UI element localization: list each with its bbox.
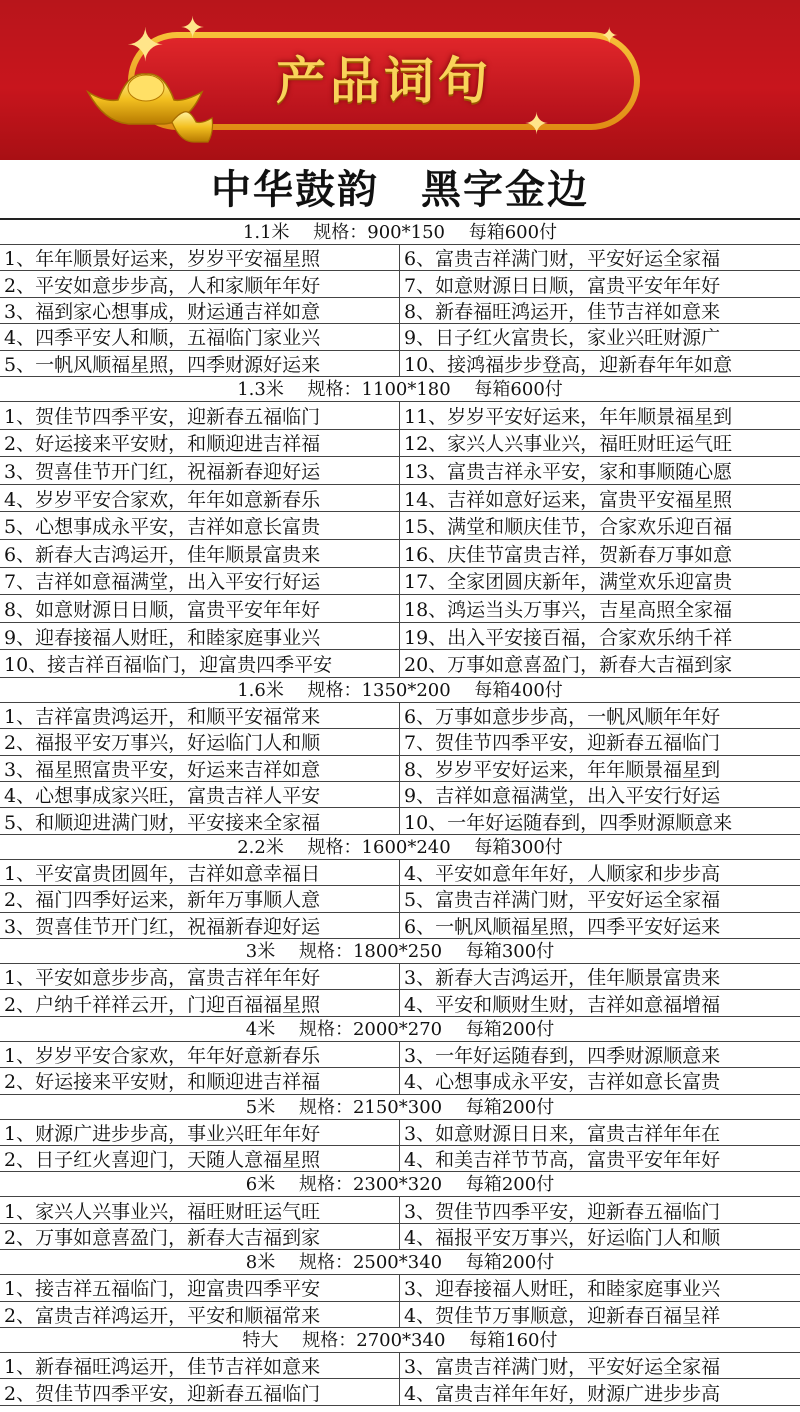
phrase-cell: 8、新春福旺鸿运开，佳节吉祥如意来 bbox=[404, 300, 721, 323]
phrase-cell: 1、平安如意步步高，富贵吉祥年年好 bbox=[0, 964, 400, 989]
table-row bbox=[0, 1302, 800, 1328]
phrase-cell: 14、吉祥如意好运来，富贵平安福星照 bbox=[404, 488, 733, 511]
phrase-cell: 10、一年好运随春到，四季财源顺意来 bbox=[404, 811, 733, 834]
phrase-cell: 6、富贵吉祥满门财，平安好运全家福 bbox=[404, 248, 721, 271]
phrase-cell: 4、福报平安万事兴，好运临门人和顺 bbox=[404, 1226, 721, 1249]
phrase-cell: 8、岁岁平安好运来，年年顺景福星到 bbox=[404, 758, 721, 781]
phrase-cell: 3、福星照富贵平安，好运来吉祥如意 bbox=[0, 756, 400, 781]
table-row bbox=[0, 808, 800, 834]
table-row bbox=[0, 457, 800, 485]
phrase-cell: 2、福门四季好运来，新年万事顺人意 bbox=[0, 886, 400, 911]
sparkle-star-icon: ✦ bbox=[126, 18, 165, 72]
table-row bbox=[0, 964, 800, 990]
phrase-cell: 1、平安富贵团圆年，吉祥如意幸福日 bbox=[0, 860, 400, 885]
table-row bbox=[0, 1224, 800, 1250]
phrase-cell: 3、贺喜佳节开门红，祝福新春迎好运 bbox=[0, 913, 400, 938]
table-row bbox=[0, 485, 800, 513]
phrase-cell: 1、年年顺景好运来，岁岁平安福星照 bbox=[0, 245, 400, 270]
table-row bbox=[0, 298, 800, 324]
phrase-cell: 5、心想事成永平安，吉祥如意长富贵 bbox=[0, 512, 400, 539]
spec-header: 5米 规格：2150*300 每箱200付 bbox=[0, 1095, 800, 1120]
phrase-cell: 4、平安如意年年好，人顺家和步步高 bbox=[404, 863, 721, 886]
spec-header: 特大 规格：2700*340 每箱160付 bbox=[0, 1328, 800, 1353]
phrase-cell: 1、吉祥富贵鸿运开，和顺平安福常来 bbox=[0, 703, 400, 728]
spec-header: 1.1米 规格：900*150 每箱600付 bbox=[0, 220, 800, 245]
phrase-cell: 4、心想事成家兴旺，富贵吉祥人平安 bbox=[0, 782, 400, 807]
phrase-cell: 7、如意财源日日顺，富贵平安年年好 bbox=[404, 274, 721, 297]
phrase-cell: 4、四季平安人和顺，五福临门家业兴 bbox=[0, 324, 400, 349]
phrase-cell: 5、一帆风顺福星照，四季财源好运来 bbox=[0, 351, 400, 376]
phrase-cell: 2、平安如意步步高，人和家顺年年好 bbox=[0, 271, 400, 296]
phrase-cell: 2、万事如意喜盈门，新春大吉福到家 bbox=[0, 1224, 400, 1249]
phrase-cell: 6、新春大吉鸿运开，佳年顺景富贵来 bbox=[0, 540, 400, 567]
phrase-cell: 2、日子红火喜迎门，天随人意福星照 bbox=[0, 1146, 400, 1171]
phrase-cell: 3、富贵吉祥满门财，平安好运全家福 bbox=[404, 1356, 721, 1379]
spec-section bbox=[0, 835, 800, 939]
phrase-cell: 3、迎春接福人财旺，和睦家庭事业兴 bbox=[404, 1278, 721, 1301]
spec-section bbox=[0, 1328, 800, 1406]
spec-header: 2.2米 规格：1600*240 每箱300付 bbox=[0, 835, 800, 860]
phrase-cell: 15、满堂和顺庆佳节，合家欢乐迎百福 bbox=[404, 516, 733, 539]
table-row bbox=[0, 1275, 800, 1301]
spec-header: 8米 规格：2500*340 每箱200付 bbox=[0, 1250, 800, 1275]
spec-section bbox=[0, 1095, 800, 1173]
table-row bbox=[0, 1120, 800, 1146]
sparkle-star-icon: ✦ bbox=[600, 24, 619, 49]
spec-section bbox=[0, 1250, 800, 1328]
table-row bbox=[0, 430, 800, 458]
table-row bbox=[0, 703, 800, 729]
phrase-cell: 19、出入平安接百福，合家欢乐纳千祥 bbox=[404, 626, 733, 649]
header-banner bbox=[0, 0, 800, 160]
spec-header: 1.3米 规格：1100*180 每箱600付 bbox=[0, 377, 800, 402]
phrase-cell: 3、新春大吉鸿运开，佳年顺景富贵来 bbox=[404, 967, 721, 990]
table-row bbox=[0, 1146, 800, 1172]
table-row bbox=[0, 860, 800, 886]
table-row bbox=[0, 1197, 800, 1223]
table-row bbox=[0, 1353, 800, 1379]
banner-title: 产品词句 bbox=[276, 51, 492, 110]
phrase-cell: 3、福到家心想事成，财运通吉祥如意 bbox=[0, 298, 400, 323]
spec-section bbox=[0, 377, 800, 678]
spec-section bbox=[0, 1172, 800, 1250]
phrase-cell: 5、和顺迎进满门财，平安接来全家福 bbox=[0, 808, 400, 833]
table-row bbox=[0, 351, 800, 377]
phrase-cell: 9、迎春接福人财旺，和睦家庭事业兴 bbox=[0, 623, 400, 650]
phrase-cell: 2、好运接来平安财，和顺迎进吉祥福 bbox=[0, 1068, 400, 1093]
phrase-cell: 9、日子红火富贵长，家业兴旺财源广 bbox=[404, 327, 721, 350]
spec-header: 4米 规格：2000*270 每箱200付 bbox=[0, 1017, 800, 1042]
phrase-cell: 2、福报平安万事兴，好运临门人和顺 bbox=[0, 729, 400, 754]
phrase-cell: 3、贺佳节四季平安，迎新春五福临门 bbox=[404, 1200, 721, 1223]
phrase-cell: 1、岁岁平安合家欢，年年好意新春乐 bbox=[0, 1042, 400, 1067]
phrase-cell: 18、鸿运当头万事兴，吉星高照全家福 bbox=[404, 598, 733, 621]
phrase-cell: 16、庆佳节富贵吉祥，贺新春万事如意 bbox=[404, 543, 733, 566]
spec-header: 1.6米 规格：1350*200 每箱400付 bbox=[0, 678, 800, 703]
phrase-cell: 17、全家团圆庆新年，满堂欢乐迎富贵 bbox=[404, 571, 733, 594]
phrase-cell: 4、岁岁平安合家欢，年年如意新春乐 bbox=[0, 485, 400, 512]
table-row bbox=[0, 402, 800, 430]
phrase-cell: 5、富贵吉祥满门财，平安好运全家福 bbox=[404, 889, 721, 912]
phrase-cell: 12、家兴人兴事业兴，福旺财旺运气旺 bbox=[404, 433, 733, 456]
phrase-cell: 9、吉祥如意福满堂，出入平安行好运 bbox=[404, 785, 721, 808]
spec-header: 6米 规格：2300*320 每箱200付 bbox=[0, 1172, 800, 1197]
phrase-cell: 6、万事如意步步高，一帆风顺年年好 bbox=[404, 706, 721, 729]
phrase-cell: 20、万事如意喜盈门，新春大吉福到家 bbox=[404, 654, 733, 677]
phrase-cell: 10、接吉祥百福临门，迎富贵四季平安 bbox=[0, 650, 400, 677]
phrase-cell: 7、贺佳节四季平安，迎新春五福临门 bbox=[404, 732, 721, 755]
table-row bbox=[0, 729, 800, 755]
phrase-cell: 1、接吉祥五福临门，迎富贵四季平安 bbox=[0, 1275, 400, 1300]
phrase-cell: 11、岁岁平安好运来，年年顺景福星到 bbox=[404, 405, 733, 428]
table-row bbox=[0, 913, 800, 939]
sparkle-star-icon: ✦ bbox=[180, 11, 206, 46]
phrase-cell: 8、如意财源日日顺，富贵平安年年好 bbox=[0, 595, 400, 622]
phrase-cell: 3、一年好运随春到，四季财源顺意来 bbox=[404, 1045, 721, 1067]
phrase-cell: 1、财源广进步步高，事业兴旺年年好 bbox=[0, 1120, 400, 1145]
table-row bbox=[0, 540, 800, 568]
phrase-cell: 7、吉祥如意福满堂，出入平安行好运 bbox=[0, 568, 400, 595]
spec-section bbox=[0, 220, 800, 377]
table-row bbox=[0, 512, 800, 540]
phrase-cell: 1、家兴人兴事业兴，福旺财旺运气旺 bbox=[0, 1197, 400, 1222]
table-row bbox=[0, 623, 800, 651]
phrase-cell: 4、富贵吉祥年年好，财源广进步步高 bbox=[404, 1382, 721, 1405]
phrase-cell: 2、好运接来平安财，和顺迎进吉祥福 bbox=[0, 430, 400, 457]
table-row bbox=[0, 1379, 800, 1405]
phrase-cell: 4、和美吉祥节节高，富贵平安年年好 bbox=[404, 1149, 721, 1172]
phrase-cell: 2、富贵吉祥鸿运开，平安和顺福常来 bbox=[0, 1302, 400, 1327]
table-row bbox=[0, 595, 800, 623]
phrase-cell: 2、户纳千祥祥云开，门迎百福福星照 bbox=[0, 990, 400, 1015]
phrase-cell: 2、贺佳节四季平安，迎新春五福临门 bbox=[0, 1379, 400, 1404]
table-row bbox=[0, 245, 800, 271]
table-row bbox=[0, 324, 800, 350]
phrase-cell: 13、富贵吉祥永平安，家和事顺随心愿 bbox=[404, 460, 733, 483]
page-title: 中华鼓韵 黑字金边 bbox=[211, 166, 589, 213]
spec-section bbox=[0, 1017, 800, 1095]
phrase-cell: 1、贺佳节四季平安，迎新春五福临门 bbox=[0, 402, 400, 429]
table-row bbox=[0, 756, 800, 782]
phrase-cell: 1、新春福旺鸿运开，佳节吉祥如意来 bbox=[0, 1353, 400, 1378]
spec-section bbox=[0, 939, 800, 1017]
sparkle-star-icon: ✦ bbox=[524, 107, 550, 142]
phrase-cell: 4、平安和顺财生财，吉祥如意福增福 bbox=[404, 993, 721, 1016]
table-row bbox=[0, 782, 800, 808]
phrase-cell: 4、心想事成永平安，吉祥如意长富贵 bbox=[404, 1071, 721, 1094]
phrase-cell: 3、贺喜佳节开门红，祝福新春迎好运 bbox=[0, 457, 400, 484]
table-row bbox=[0, 886, 800, 912]
spec-section bbox=[0, 678, 800, 835]
product-phrase-table bbox=[0, 218, 800, 1406]
spec-header: 3米 规格：1800*250 每箱300付 bbox=[0, 939, 800, 964]
phrase-cell: 6、一帆风顺福星照，四季平安好运来 bbox=[404, 915, 721, 938]
table-row bbox=[0, 1068, 800, 1094]
table-row bbox=[0, 568, 800, 596]
phrase-cell: 3、如意财源日日来，富贵吉祥年年在 bbox=[404, 1122, 721, 1145]
phrase-cell: 10、接鸿福步步登高，迎新春年年如意 bbox=[404, 353, 733, 376]
table-row bbox=[0, 990, 800, 1016]
table-row bbox=[0, 271, 800, 297]
phrase-cell: 4、贺佳节万事顺意，迎新春百福呈祥 bbox=[404, 1304, 721, 1327]
table-row bbox=[0, 1042, 800, 1068]
table-row bbox=[0, 650, 800, 678]
